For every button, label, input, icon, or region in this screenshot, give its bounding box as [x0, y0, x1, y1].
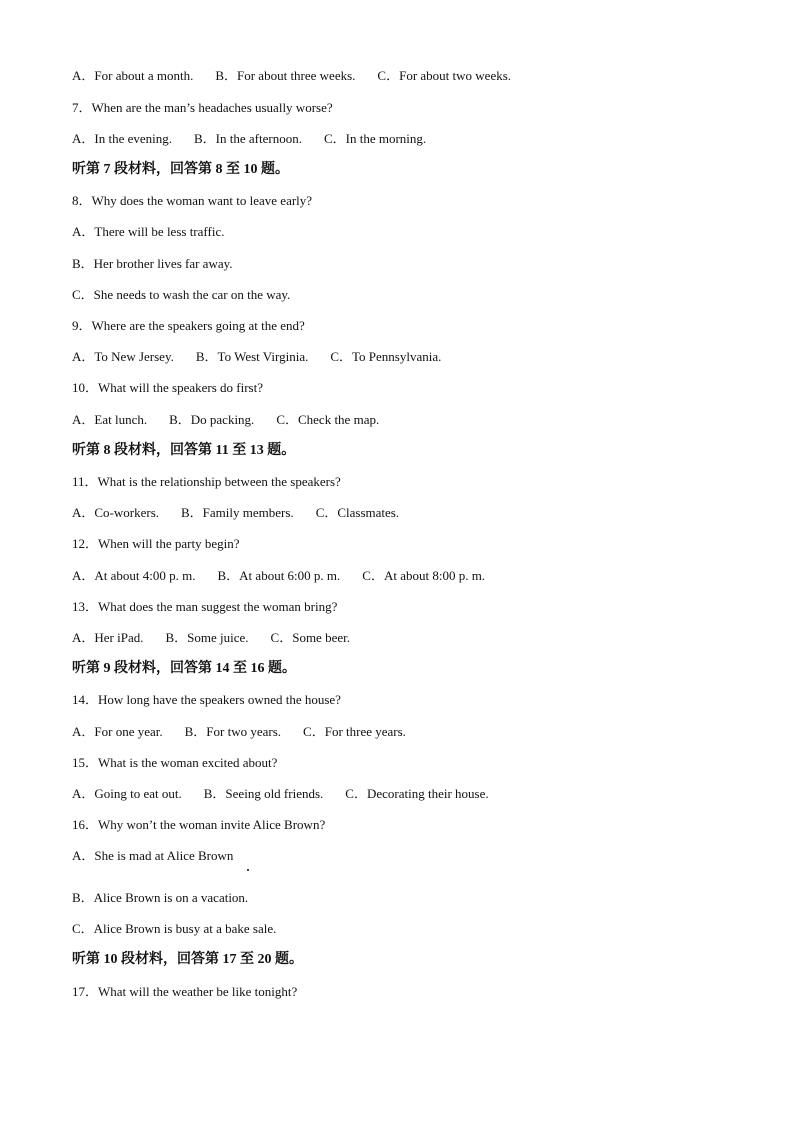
answer-option: B．Family members.	[181, 505, 294, 520]
answer-option: B．Do packing.	[169, 412, 255, 427]
question-line: 9．Where are the speakers going at the end?	[72, 318, 305, 333]
answer-option: A．To New Jersey.	[72, 349, 174, 364]
answer-option: C．Decorating their house.	[345, 786, 489, 801]
answer-option: B．At about 6:00 p. m.	[217, 568, 341, 583]
answer-option: B．For two years.	[184, 724, 282, 739]
answer-option: A．Co-workers.	[72, 505, 160, 520]
question-line: 13．What does the man suggest the woman bring?	[72, 599, 338, 614]
answer-option: C．To Pennsylvania.	[330, 349, 442, 364]
answer-option: C．In the morning.	[323, 131, 427, 146]
question-line: 8．Why does the woman want to leave early?	[72, 193, 313, 208]
answer-option: C．At about 8:00 p. m.	[362, 568, 486, 583]
question-line: 14．How long have the speakers owned the house?	[72, 692, 341, 707]
question-line: 17．What will the weather be like tonight?	[72, 984, 298, 999]
question-line: C．Alice Brown is busy at a bake sale.	[72, 921, 277, 936]
answer-options-row	[72, 412, 401, 428]
question-line: B．Alice Brown is on a vacation.	[72, 890, 249, 905]
question-line: 11．What is the relationship between the speakers?	[72, 474, 341, 489]
answer-options-row	[72, 786, 511, 802]
answer-option: A．Eat lunch.	[72, 412, 148, 427]
answer-option: C．For three years.	[303, 724, 406, 739]
question-line: 15．What is the woman excited about?	[72, 755, 278, 770]
answer-option: A．Her iPad.	[72, 630, 144, 645]
answer-options-row	[72, 349, 463, 365]
question-line: 16．Why won’t the woman invite Alice Brown?	[72, 817, 326, 832]
answer-option: A．At about 4:00 p. m.	[72, 568, 196, 583]
answer-option: B．To West Virginia.	[195, 349, 309, 364]
section-heading: 听第 9 段材料，回答第 14 至 16 题。	[72, 661, 296, 676]
answer-option: A．For about a month.	[72, 68, 194, 83]
answer-options-row	[72, 568, 507, 584]
answer-option: B．For about three weeks.	[215, 68, 356, 83]
answer-options-row	[72, 131, 448, 147]
question-line: C．She needs to wash the car on the way.	[72, 287, 291, 302]
answer-option: B．Seeing old friends.	[203, 786, 324, 801]
stray-dot	[247, 869, 249, 871]
answer-option: C．For about two weeks.	[377, 68, 512, 83]
answer-options-row	[72, 630, 372, 646]
answer-options-row	[72, 68, 533, 84]
answer-option: A．In the evening.	[72, 131, 173, 146]
question-line: B．Her brother lives far away.	[72, 256, 233, 271]
question-line: 10．What will the speakers do first?	[72, 380, 263, 395]
section-heading: 听第 8 段材料，回答第 11 至 13 题。	[72, 443, 296, 458]
section-heading: 听第 10 段材料，回答第 17 至 20 题。	[72, 952, 303, 967]
answer-option: C．Some beer.	[270, 630, 350, 645]
answer-option: C．Classmates.	[315, 505, 400, 520]
answer-options-row	[72, 724, 428, 740]
question-line: 7．When are the man’s headaches usually worse?	[72, 100, 333, 115]
question-line: A．She is mad at Alice Brown	[72, 848, 234, 863]
question-line: A．There will be less traffic.	[72, 224, 225, 239]
answer-option: A．For one year.	[72, 724, 163, 739]
answer-options-row	[72, 505, 421, 521]
answer-option: A．Going to eat out.	[72, 786, 182, 801]
answer-option: B．In the afternoon.	[194, 131, 302, 146]
section-heading: 听第 7 段材料，回答第 8 至 10 题。	[72, 162, 289, 177]
question-line: 12．When will the party begin?	[72, 536, 240, 551]
answer-option: B．Some juice.	[165, 630, 249, 645]
answer-option: C．Check the map.	[276, 412, 380, 427]
